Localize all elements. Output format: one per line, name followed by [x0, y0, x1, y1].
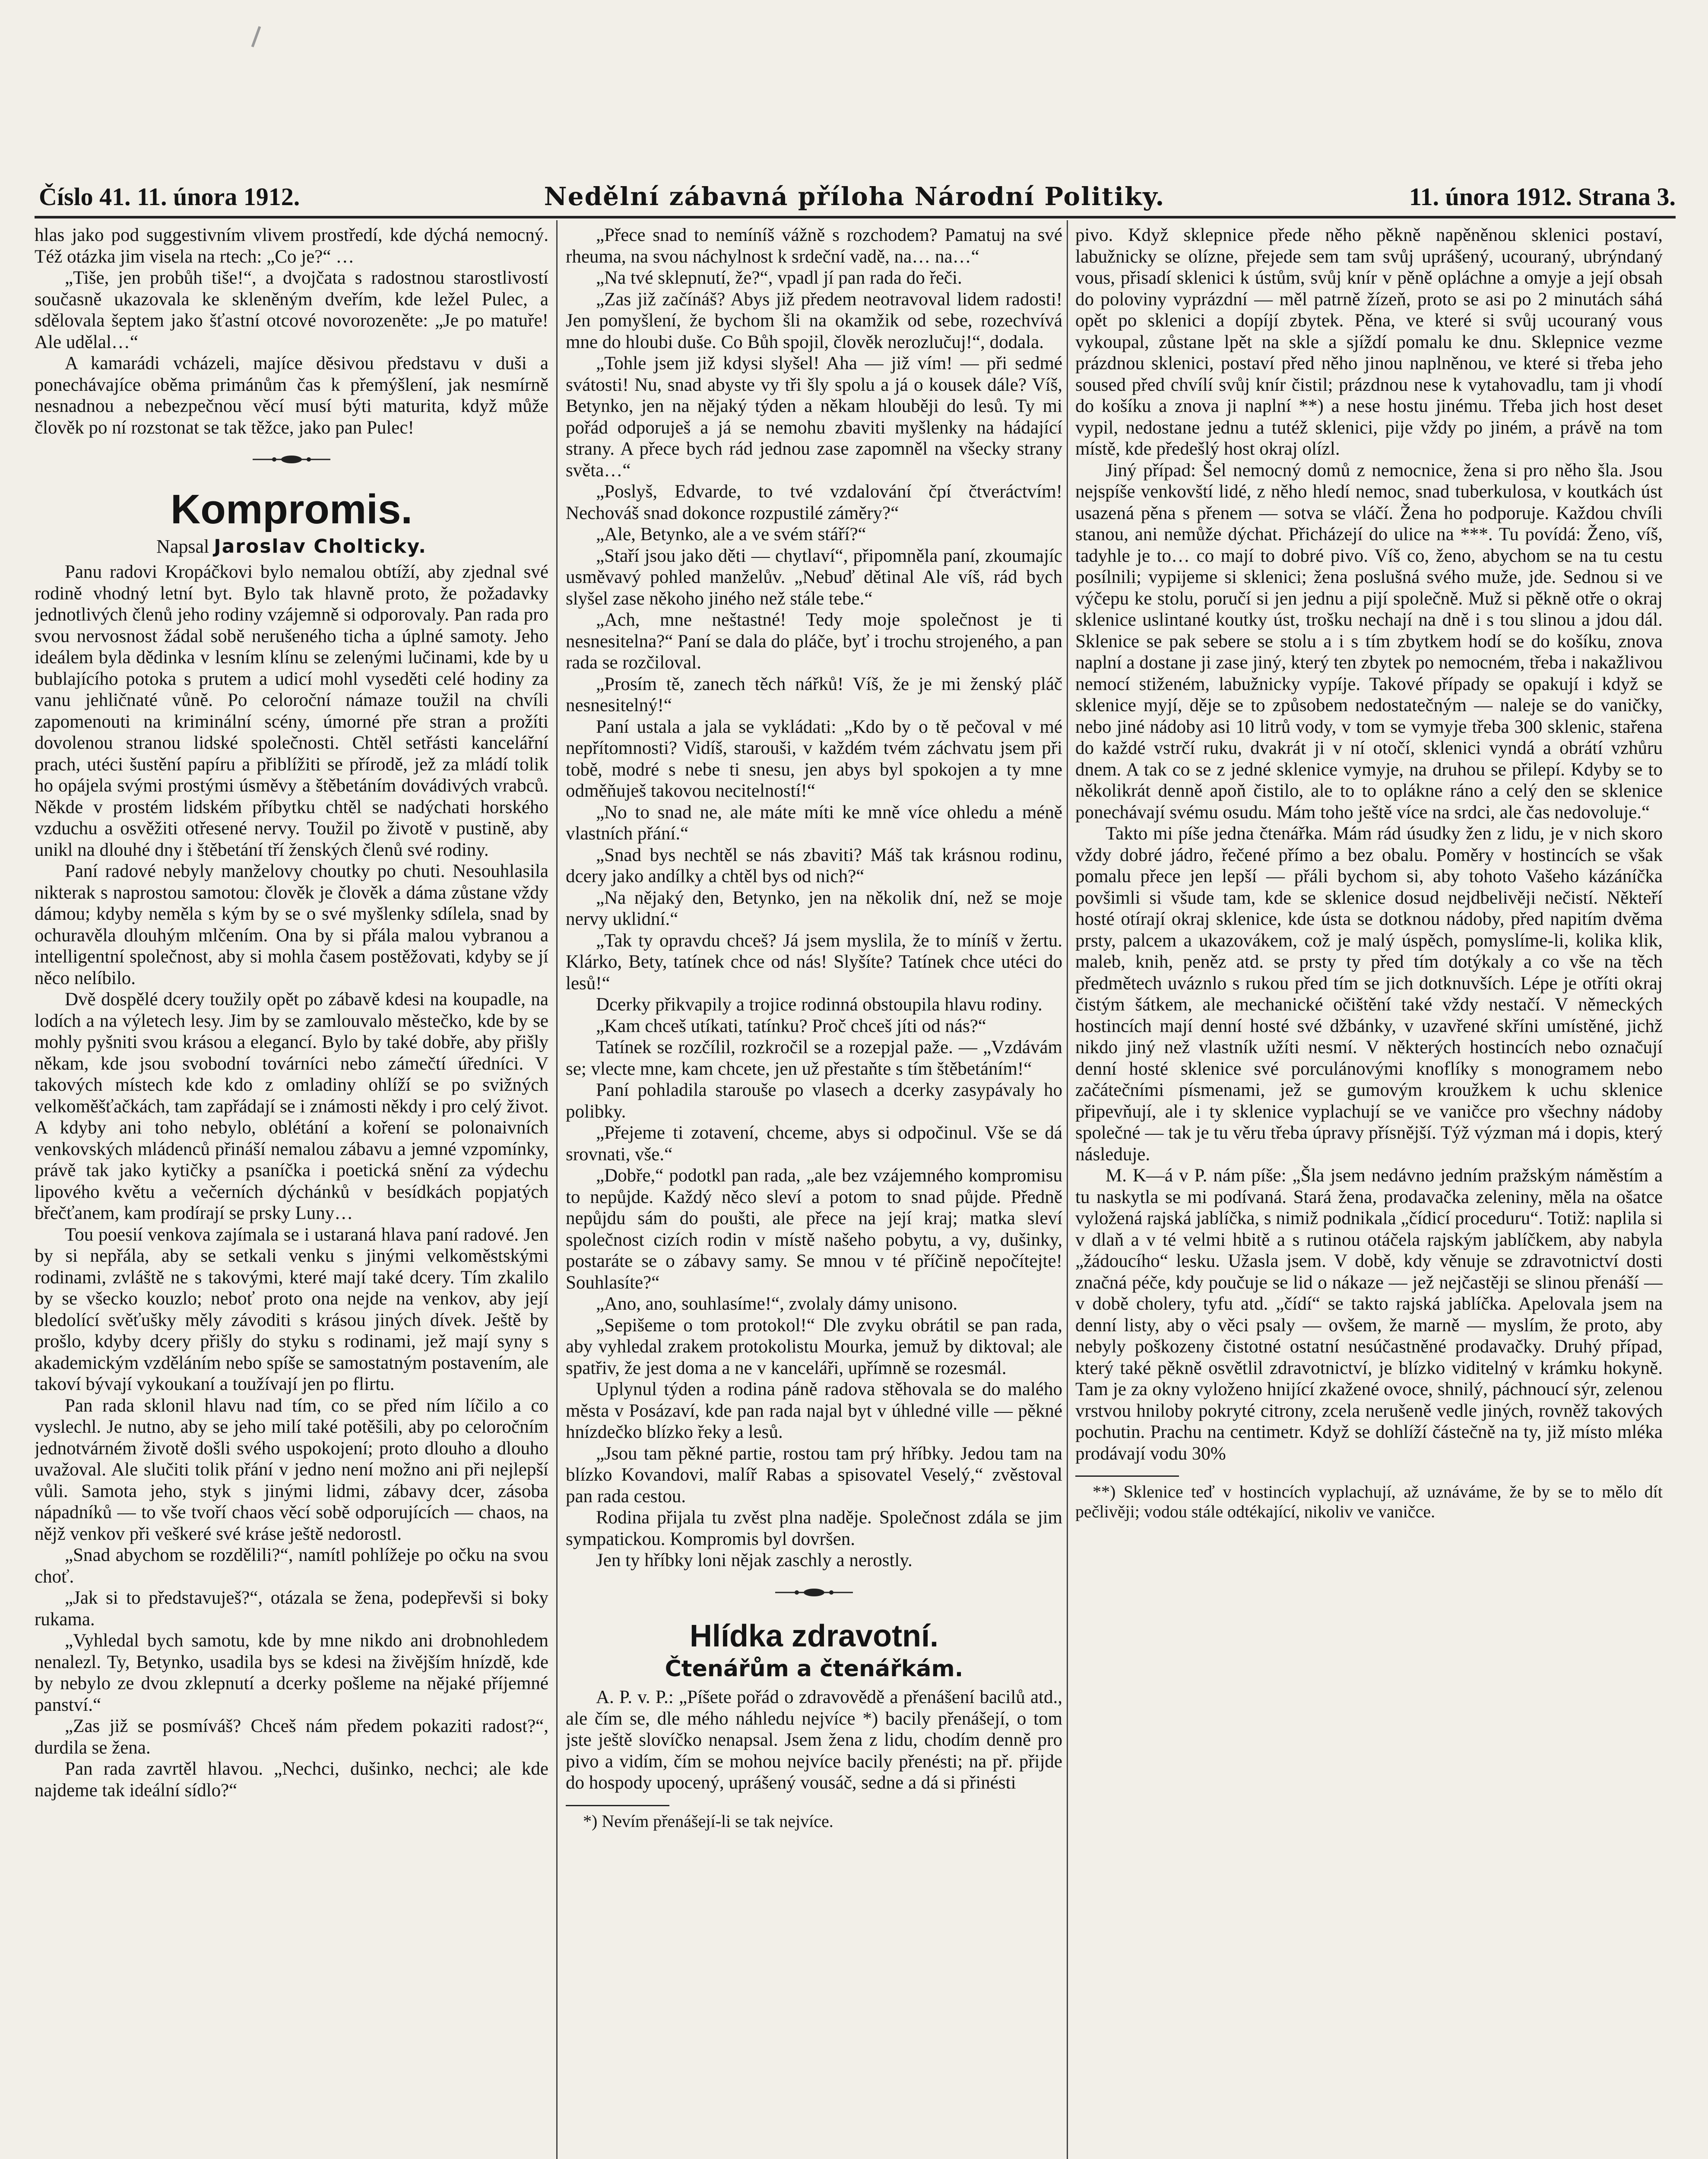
paragraph: „Ano, ano, souhlasíme!“, zvolaly dámy unisono.: [596, 1294, 958, 1314]
paragraph: Uplynul týden a rodina páně radova stěhovala se do malého města v Posázaví, kde pan rada najal byt v úhledné ville — pěkné hnízdečko blízko řeky a lesů.: [566, 1379, 1062, 1442]
byline-prefix: Napsal: [156, 535, 209, 557]
paragraph: A kamarádi vcházeli, majíce děsivou představu v duši a ponechávajíce oběma primánům čas k přemýšlení, jak nesmírně nesnadnou a nebezpečnou věcí musí býti maturita, když může člověk po ní rozstonat se tak těžce, jako pan Pulec!: [35, 353, 548, 438]
footnote-text: *) Nevím přenášejí-li se tak nejvíce.: [583, 1811, 833, 1831]
paragraph: Tatínek se rozčílil, rozkročil se a rozepjal paže. — „Vzdávám se; vlecte mne, kam chcete, jen už přestaňte s tím štěbetáním!“: [566, 1037, 1062, 1079]
paragraph: A. P. v. P.: „Píšete pořád o zdravovědě a přenášení bacilů atd., ale čím se, dle mého náhledu nejvíce *) bacily přenášejí, o tom jste ještě slovíčko nenapsal. Jsem žena z lidu, chodím denně pro pivo a vidím, čím se mohou nejvíce bacily přenésti; na př. přijde do hospody upocený, uprášený vousáč, sedne a dá si přinésti: [566, 1687, 1062, 1793]
story-title-text: Kompromis.: [170, 486, 413, 532]
story-title: [35, 486, 548, 533]
paragraph: „Zas již se posmíváš? Chceš nám předem pokaziti radost?“, durdila se žena.: [35, 1716, 548, 1758]
column-3: [1075, 225, 1663, 2159]
section-subtitle: Čtenářům a čtenářkám.: [665, 1656, 963, 1682]
paragraph: Paní ustala a jala se vykládati: „Kdo by o tě pečoval v mé nepřítomnosti? Vidíš, starouši, v každém tvém záchvatu jsem při tobě, modré s nebe ti snesu, jen abys byl spokojen a ty mne odměňuješ takovou necitelností!“: [566, 716, 1062, 801]
column-divider: [1067, 220, 1068, 2159]
paragraph: „Tak ty opravdu chceš? Já jsem myslila, že to míníš v žertu. Klárko, Bety, tatínek chce od nás! Slyšíte? Tatínek chce utéci do lesů!“: [566, 930, 1062, 994]
paragraph: „Jak si to představuješ?“, otázala se žena, podepřevši si boky rukama.: [35, 1588, 548, 1630]
paragraph: Takto mi píše jedna čtenářka. Mám rád úsudky žen z lidu, je v nich skoro vždy dobré jádro, řečené přímo a bez obalu. Poměry v hostincích se však pomalu přece jen lepší — přáli bychom si, aby tohoto Vašeho kázáníčka povšimli si všude tam, kde se sklenice dosud nejdbelivěji nečistí. Někteří hosté otírají okraj sklenice, kde ústa se dotknou nádoby, před napitím dvěma prsty, palcem a ukazovákem, což je malý úspěch, pomyslíme-li, kolika klik, maleb, knih, peněz atd. se prsty ty před tím dotýkaly a co vše na těch předmětech uváznlo s rukou před tím se jich dotknuvších. Lépe je otříti okraj čistým šátkem, ale mechanické očištění také vždy nestačí. V německých hostincích mají denní hosté své džbánky, v uzavřené skříni umístěné, jichž nikdo jiný než vlastník užíti nesmí. V některých hostincích nebo označují denní hosté sklenice své porculánovými knoflíky s monogramem nebo začátečními písmenami, jež se gumovým kroužkem k uchu sklenice připevňují, ale i ty sklenice vyplachují se ve vaničce pro všechny nádoby společné — tak je tu věru třeba úpravy přísnější. Týž výzman má i dopis, který následuje.: [1075, 823, 1663, 1165]
paragraph: „Ale, Betynko, ale a ve svém stáří?“: [596, 524, 866, 544]
footnote: [1075, 1482, 1663, 1522]
paragraph: „Jsou tam pěkné partie, rostou tam prý hříbky. Jedou tam na blízko Kovandovi, malíř Rabas a spisovatel Veselý,“ zvěstoval pan rada cestou.: [566, 1443, 1062, 1507]
section-title-text: Hlídka zdravotní.: [689, 1619, 939, 1653]
paragraph: „Na nějaký den, Betynko, jen na několik dní, než se moje nervy uklidní.“: [566, 887, 1062, 929]
paragraph: Jen ty hříbky loni nějak zaschly a nerostly.: [596, 1550, 913, 1570]
header-issue: Číslo 41. 11. února 1912.: [39, 182, 300, 211]
paragraph: Pan rada sklonil hlavu nad tím, co se před ním líčilo a co vyslechl. Je nutno, aby se jeho milí také potěšili, aby po celoročním jednotvárném životě došli svého uspokojení; proto dlouho a dlouho uvažoval. Ale slučiti tolik přání v jedno není možno ani při nejlepší vůli. Samota jeho, styk s jinými lidmi, zábavy dcer, zásoba nápadníků — to vše tvoří chaos věcí sobě odporujících — chaos, na nějž venkov při veškeré své kráse ještě nedorostl.: [35, 1395, 548, 1544]
column-1: [35, 225, 548, 2159]
divider-ornament: [35, 450, 548, 471]
paragraph: Panu radovi Kropáčkovi bylo nemalou obtíží, aby zjednal své rodině vhodný letní byt. Bylo tak hlavně proto, že požadavky jednotlivých členů jeho rodiny vzájemně si odporovaly. Pan rada pro svou nervosnost žádal sobě nerušeného ticha a úplné samoty. Jeho ideálem byla dědinka v lesním klínu se zelenými lučinami, kde by u bublajícího potoka s prutem a udicí mohl vyseděti celé hodiny za vanu jehličnaté vůně. Po celoroční námaze toužil na chvíli zapomenouti na kriminální scény, úmorné pře stran a prožíti dovolenou stranou lidské společnosti. Chtěl setřásti kancelářní prach, utéci šustění papíru a přiblížiti se přírodě, jež za mládí tolik ho opájela svými prostými úsměvy a štěbetáním dovádivých vrabců. Někde v prostém lidském příbytku chtěl se nadýchati horského vzduchu a osvěžiti otřesené nervy. Toužil po životě v pustině, aby unikl na dlouhé dny i štěbetání tří ženských členů své rodiny.: [35, 562, 548, 860]
paragraph: „Přece snad to nemíníš vážně s rozchodem? Pamatuj na své rheuma, na svou náchylnost k srdeční vadě, na… na…“: [566, 225, 1062, 267]
paragraph: „Kam chceš utíkati, tatínku? Proč chceš jíti od nás?“: [596, 1016, 986, 1036]
section-title: [566, 1618, 1062, 1654]
paragraph: „Tiše, jen probůh tiše!“, a dvojčata s radostnou starostlivostí současně ukazovala ke skleněným dveřím, kde ležel Pulec, a sdělovala šeptem jako šťastní otcové novorozeněte: „Je po matuře! Ale udělal…“: [35, 268, 548, 352]
paragraph: „Vyhledal bych samotu, kde by mne nikdo ani drobnohledem nenalezl. Ty, Betynko, usadila bys se kdesi na živějším hnízdě, kde by nebylo ze dvou zklepnutí a dcerky pošleme na nějaké příjemné panství.“: [35, 1630, 548, 1715]
header-rule: [35, 216, 1676, 218]
paragraph: „Poslyš, Edvarde, to tvé vzdalování čpí čtveráctvím! Nechováš snad dokonce rozpustilé záměry?“: [566, 481, 1062, 523]
footnote-rule: [566, 1805, 669, 1806]
paragraph: Dcerky přikvapily a trojice rodinná obstoupila hlavu rodiny.: [596, 994, 1043, 1015]
footnote-rule: [1075, 1475, 1179, 1477]
footnote: [566, 1811, 1062, 1831]
header-publication: Nedělní zábavná příloha Národní Politiky.: [544, 182, 1165, 211]
paragraph: „No to snad ne, ale máte míti ke mně více ohledu a méně vlastních přání.“: [566, 802, 1062, 844]
column-divider: [556, 220, 558, 2159]
column-2: [566, 225, 1062, 2159]
paragraph: „Na tvé sklepnutí, že?“, vpadl jí pan rada do řeči.: [596, 268, 962, 288]
paragraph: „Staří jsou jako děti — chytlaví“, připomněla paní, zkoumajíc usměvavý pohled manželův. „Nebuď dětinal Ale víš, rád bych slyšel zase někoho jiného než stále tebe.“: [566, 545, 1062, 609]
paragraph: „Snad abychom se rozdělili?“, namítl pohlížeje po očku na svou choť.: [35, 1545, 548, 1587]
paragraph: hlas jako pod suggestivním vlivem prostředí, kde dýchá nemocný. Též otázka jim visela na rtech: „Co je?“ …: [35, 225, 548, 267]
paragraph: „Zas již začínáš? Abys již předem neotravoval lidem radosti! Jen pomyšlení, že bychom šli na okamžik od sebe, rozechvívá mne do hloubi duše. Co Bůh spojil, člověk nerozlučuj!“, dodala.: [566, 289, 1062, 352]
paragraph: Jiný případ: Šel nemocný domů z nemocnice, žena si pro něho šla. Jsou nejspíše venkovští lidé, z něho hledí nemoc, snad tuberkulosa, v koutkách úst usazená pěna s přenem — sotva se vláčí. Žena ho podporuje. Každou chvíli stanou, ani nemůže dýchat. Přicházejí do ulice na ***. Tu povídá: Ženo, víš, tadyhle je to… co mají to dobré pivo. Víš co, ženo, abychom se na tu cestu posílnili; vypijeme si sklenici; žena poslušná svého muže, jde. Sednou si ve výčepu ke stolu, poručí si jen jednu a pijí společně. Muž si pěkně otře o okraj sklenice uslintané koutky úst, trošku nechají na dně i s tou slinou a jdou dál. Sklenice se pak sebere se stolu a i s tím zbytkem hodí se do košíku, znova naplní a dostane ji zase jiný, který ten zbytek po nemocném, třeba i nakažlivou nemocí stiženém, labužnicky vypíje. Takové případy se opakují i když se sklenice myjí, děje se to způsobem nedostatečným — naleje se do vaničky, nebo jiné nádoby asi 10 litrů vody, v tom se vymyje třeba 300 sklenic, stařena do každé vstrčí ruku, dvakrát ji v ní otočí, sklenici vyndá a obrátí vzhůru dnem. A tak co se z jedné sklenice vymyje, na druhou se přilepí. Kdyby se to několikrát denně apoň čistilo, ale to to oplákne ráno a celý den se sklenice ponechávají svému osudu. Mám toho ještě více na srdci, ale čas nedovoluje.“: [1075, 460, 1663, 823]
paragraph: „Ach, mne neštastné! Tedy moje společnost je ti nesnesitelna?“ Paní se dala do pláče, byť i trochu strojeného, a pan rada se rozčiloval.: [566, 610, 1062, 673]
paragraph: Pan rada zavrtěl hlavou. „Nechci, dušinko, nechci; ale kde najdeme tak ideální sídlo?“: [35, 1759, 548, 1801]
paragraph: „Dobře,“ podotkl pan rada, „ale bez vzájemného kompromisu to nepůjde. Každý něco sleví a potom to snad půjde. Předně nepůjdu sám do poušti, ale přece na její kraj; matka sleví společnost cizích rodin v místě našeho pobytu, a vy, dušinky, postaráte se o zábavy samy. Se mnou v té příčině nepočítejte! Souhlasíte?“: [566, 1165, 1062, 1293]
paragraph: Rodina přijala tu zvěst plna naděje. Společnost zdála se jim sympatickou. Kompromis byl dovršen.: [566, 1507, 1062, 1549]
header-date-page: 11. února 1912. Strana 3.: [1409, 182, 1676, 211]
byline-author: Jaroslav Cholticky.: [214, 535, 427, 557]
paragraph: Paní pohladila starouše po vlasech a dcerky zasypávaly ho polibky.: [566, 1080, 1062, 1122]
paragraph: „Sepišeme o tom protokol!“ Dle zvyku obrátil se pan rada, aby vyhledal zrakem protokolistu Mourka, jemuž by diktoval; ale spatřiv, že jest doma a ne v kanceláři, upřímně se rozesmál.: [566, 1315, 1062, 1378]
paragraph: „Přejeme ti zotavení, chceme, abys si odpočinul. Vše se dá srovnati, vše.“: [566, 1123, 1062, 1165]
paragraph: Tou poesií venkova zajímala se i ustaraná hlava paní radové. Jen by si nepřála, aby se setkali venku s jinými velkoměstskými rodinami, zvláště ne s takovými, které mají také dcery. Tím zkalilo by se všecko kouzlo; neboť proto ona nejde na venkov, aby její bledolící svěťušky měly závoditi s krásou jiných dívek. Ještě by prošlo, kdyby dcery přišly do styku s rodinami, jež mají syny s akademickým vzděláním nebo spíše se samostatným postavením, ale takoví bývají vykoukaní a toužívají jen po flirtu.: [35, 1224, 548, 1394]
paragraph: Dvě dospělé dcery toužily opět po zábavě kdesi na koupadle, na lodích a na výletech lesy. Jim by se zamlouvalo městečko, kde by se mohly pyšniti svou krásou a elegancí. Bylo by také dobře, aby přišly někam, kde jsou svobodní továrníci nebo zámečtí úředníci. V takových místech kde kdo z omladiny ohlíží se po svižných velkoměšťačkách, tam zapřádají se i známosti někdy i pro celý život. A kdyby ani toho nebylo, oblétání a koření se polonaivních venkovských mládenců přináší nemalou zábavu a jemné vzpomínky, právě tak jako kytičky a psaníčka i poetická snění za výdechu lipového květu a večerních dýchánků v besídkách popjatých břečťanem, kam prodírají se prsky Luny…: [35, 989, 548, 1223]
paragraph: M. K—á v P. nám píše: „Šla jsem nedávno jedním pražským náměstím a tu naskytla se mi podívaná. Stará žena, prodavačka zeleniny, měla na ošatce vyložená rajská jablíčka, s nimiž podnikala „čídicí proceduru“. Totiž: naplila si v dlaň a v té velmi hbitě a s rutinou otáčela rajským jablíčkem, aby nabyla „žádoucího“ lesku. Užasla jsem. V době, kdy věnuje se zdravotnictví dosti značná péče, kdy poučuje se lid o nákaze — jež nejčastěji se slinou přenáší — v době cholery, tyfu atd. „čídí“ se takto rajská jablíčka. Apelovala jsem na denní listy, aby o věci psaly — ovšem, že marně — myslím, že proto, aby nebyly poškozeny čistotné ostatní nesúčastněné prodavačky. Druhý případ, který také pěkně osvětlil zdravotnictví, je blízko viditelný v krámku hokyně. Tam je za okny vyloženo hnijící zkažené ovoce, shnilý, páchnoucí sýr, zelenou vrstvou hniloby pokryté citrony, zcela nerušeně vedle jiných, rovněž takových pochutin. Prachu na centimetr. Když se dohlíží částečně na ty, již místo mléka prodávají vodu 30%: [1075, 1165, 1663, 1464]
paragraph: „Prosím tě, zanech těch nářků! Víš, že je mi ženský pláč nesnesitelný!“: [566, 674, 1062, 715]
footnote-text: **) Sklenice teď v hostincích vyplachují, až uznáváme, že by se to mělo dít pečlivěji; vodou stále odtékající, nikoliv ve vaničce.: [1075, 1482, 1663, 1521]
divider-ornament: [566, 1583, 1062, 1604]
paragraph: „Tohle jsem již kdysi slyšel! Aha — již vím! — při sedmé svátosti! Nu, snad abyste vy tři šly spolu a já o kousek dále? Víš, Betynko, jen na nějaký týden a někam hlouběji do lesů. Ty mi pořád odporuješ a já se nemohu zbaviti myšlenky na hádající strany. A přece bych rád jednou zase zapomněl na všecky strany světa…“: [566, 353, 1062, 481]
byline: [35, 536, 548, 557]
page-header: [39, 181, 1676, 212]
paragraph: pivo. Když sklepnice přede něho pěkně napěněnou sklenici postaví, labužnicky se olízne, přejede sem tam svůj uprášený, ucouraný, ubrýndaný vous, přisadí sklenici k ústům, svůj knír v pěně opláchne a omyje a její obsah do poloviny vyprázdní — měl patrně žízeň, proto se asi po 2 minutách sáhá opět po sklenici a dopíjí zbytek. Pěna, ve které si svůj ucouraný vous vykoupal, zůstane lpět na skle a sjíždí pomalu ke dnu. Sklepnice vezme prázdnou sklenici, postaví před něho jinou naplněnou, ve které si třeba jeho soused před chvílí svůj knír čistil; prázdnou nese k vytahovadlu, tam ji vhodí do košíku a znova ji naplní **) a nese hostu jinému. Třeba jich host deset vypil, nedostane jednu a tutéž sklenici, pije vždy po jiném, a právě na tom místě, kde předešlý host okraj olízl.: [1075, 225, 1663, 459]
paragraph: „Snad bys nechtěl se nás zbaviti? Máš tak krásnou rodinu, dcery jako andílky a chtěl bys od nich?“: [566, 845, 1062, 886]
scan-mark: [251, 26, 261, 47]
paragraph: Paní radové nebyly manželovy choutky po chuti. Nesouhlasila nikterak s naprostou samotou: člověk je člověk a dáma zůstane vždy dámou; kdyby neměla s kým by se o své myšlenky sdílela, snad by ochuravěla dlouhým mlčením. Ona by si přála malou vybranou a intelligentní společnost, aby si mohla časem postěžovati, kdyby se jí něco nelíbilo.: [35, 861, 548, 988]
